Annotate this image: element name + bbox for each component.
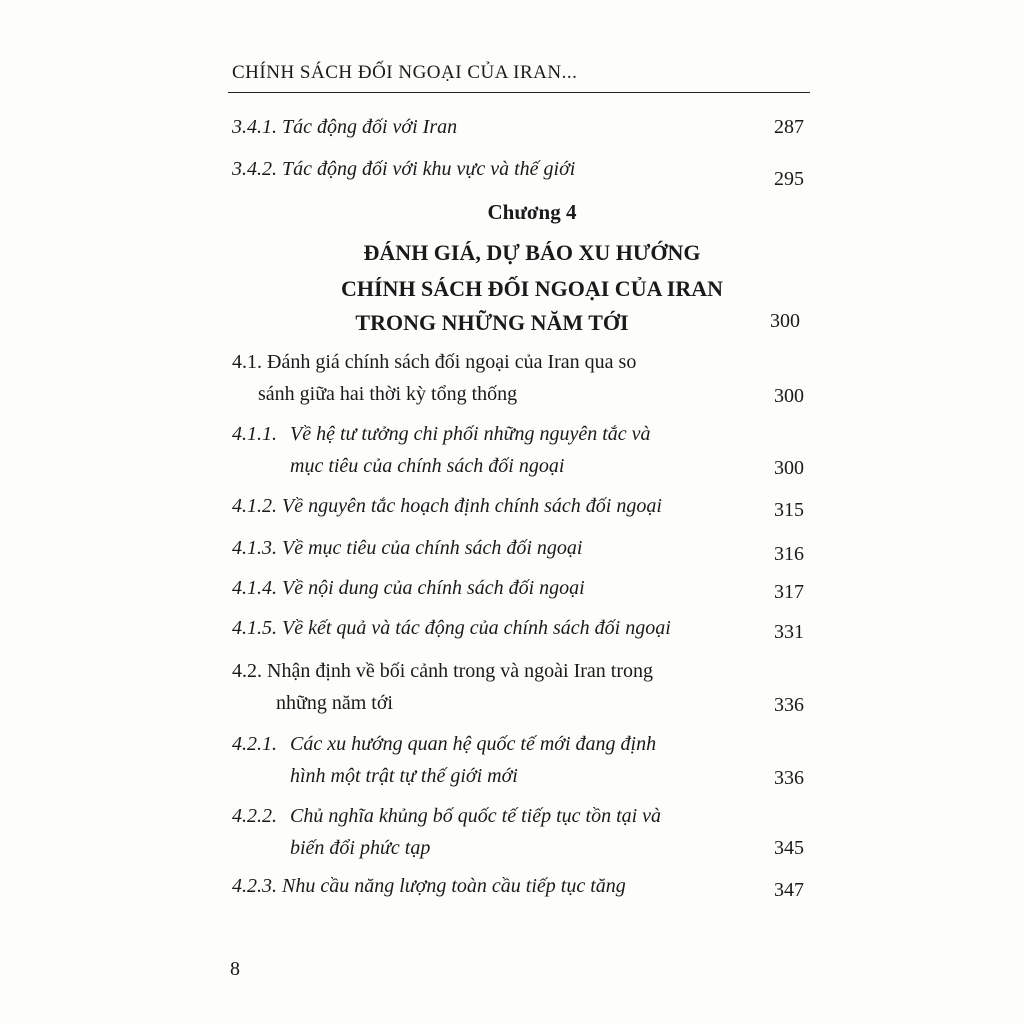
entry-label: 4.2.2. — [232, 805, 277, 827]
entry-label: 4.2.1. — [232, 733, 277, 755]
entry-text: Về nguyên tắc hoạch định chính sách đối ngoại — [282, 495, 662, 517]
entry-page: 347 — [774, 879, 804, 901]
entry-label: 3.4.1. — [232, 116, 277, 138]
entry-text: Tác động đối với Iran — [282, 116, 458, 138]
entry-page: 345 — [774, 837, 804, 859]
entry-text: Về mục tiêu của chính sách đối ngoại — [282, 537, 583, 559]
running-head: CHÍNH SÁCH ĐỐI NGOẠI CỦA IRAN... — [232, 62, 578, 83]
entry-label: 4.1.1. — [232, 423, 277, 445]
entry-text: Về nội dung của chính sách đối ngoại — [282, 577, 585, 599]
chapter-title-line-2: CHÍNH SÁCH ĐỐI NGOẠI CỦA IRAN — [341, 276, 723, 301]
entry-text-line-1: 4.2. Nhận định về bối cảnh trong và ngoài Iran trong — [232, 660, 654, 682]
entry-text-line-2: hình một trật tự thế giới mới — [290, 765, 518, 787]
toc-entry-4-2-1[interactable] — [232, 728, 804, 792]
toc-entry-4-2-3[interactable] — [232, 870, 804, 902]
entry-page: 317 — [774, 581, 804, 603]
entry-text-line-1: Chủ nghĩa khủng bố quốc tế tiếp tục tồn tại và — [290, 805, 662, 827]
entry-label: 4.1.4. — [232, 577, 277, 599]
toc-entry-4-1-2[interactable] — [232, 490, 804, 522]
toc-entry-3-4-1[interactable] — [232, 111, 804, 143]
entry-text-line-2: sánh giữa hai thời kỳ tổng thống — [258, 383, 518, 405]
entry-text-line-1: Các xu hướng quan hệ quốc tế mới đang định — [290, 733, 657, 755]
entry-text: Về kết quả và tác động của chính sách đối ngoại — [282, 617, 671, 639]
toc-entry-4-1-4[interactable] — [232, 572, 804, 604]
entry-page: 331 — [774, 621, 804, 643]
entry-page: 336 — [774, 767, 804, 789]
header-rule — [228, 92, 810, 93]
entry-page: 287 — [774, 116, 804, 138]
entry-text-line-1: 4.1. Đánh giá chính sách đối ngoại của Iran qua so — [232, 351, 637, 373]
entry-page: 316 — [774, 543, 804, 565]
entry-text-line-2: những năm tới — [276, 692, 393, 714]
chapter-title-line-1: ĐÁNH GIÁ, DỰ BÁO XU HƯỚNG — [363, 240, 701, 265]
entry-text-line-2: biến đổi phức tạp — [290, 837, 431, 859]
toc-entry-4-1[interactable] — [232, 346, 804, 410]
entry-page: 315 — [774, 499, 804, 521]
entry-text: Tác động đối với khu vực và thế giới — [282, 158, 576, 180]
entry-label: 4.1.5. — [232, 617, 277, 639]
toc-entry-3-4-2[interactable] — [232, 153, 804, 190]
page-number: 8 — [230, 958, 240, 980]
entry-text-line-2: mục tiêu của chính sách đối ngoại — [290, 455, 565, 477]
toc-entry-4-1-1[interactable] — [232, 418, 804, 482]
chapter-title-line-3: TRONG NHỮNG NĂM TỚI — [355, 310, 629, 335]
entry-page: 300 — [774, 385, 804, 407]
chapter-page: 300 — [770, 310, 800, 332]
toc-entry-4-2-2[interactable] — [232, 800, 804, 864]
entry-page: 300 — [774, 457, 804, 479]
toc-entry-4-2[interactable] — [232, 655, 804, 719]
toc-entry-4-1-5[interactable] — [232, 612, 804, 644]
entry-page: 295 — [774, 168, 804, 190]
entry-label: 3.4.2. — [232, 158, 277, 180]
chapter-label: Chương 4 — [487, 200, 577, 224]
entry-label: 4.2.3. — [232, 875, 277, 897]
entry-page: 336 — [774, 694, 804, 716]
toc-entry-4-1-3[interactable] — [232, 532, 804, 564]
entry-label: 4.1.3. — [232, 537, 277, 559]
entry-text-line-1: Về hệ tư tưởng chi phối những nguyên tắc và — [290, 423, 651, 445]
entry-text: Nhu cầu năng lượng toàn cầu tiếp tục tăng — [282, 875, 626, 897]
entry-label: 4.1.2. — [232, 495, 277, 517]
